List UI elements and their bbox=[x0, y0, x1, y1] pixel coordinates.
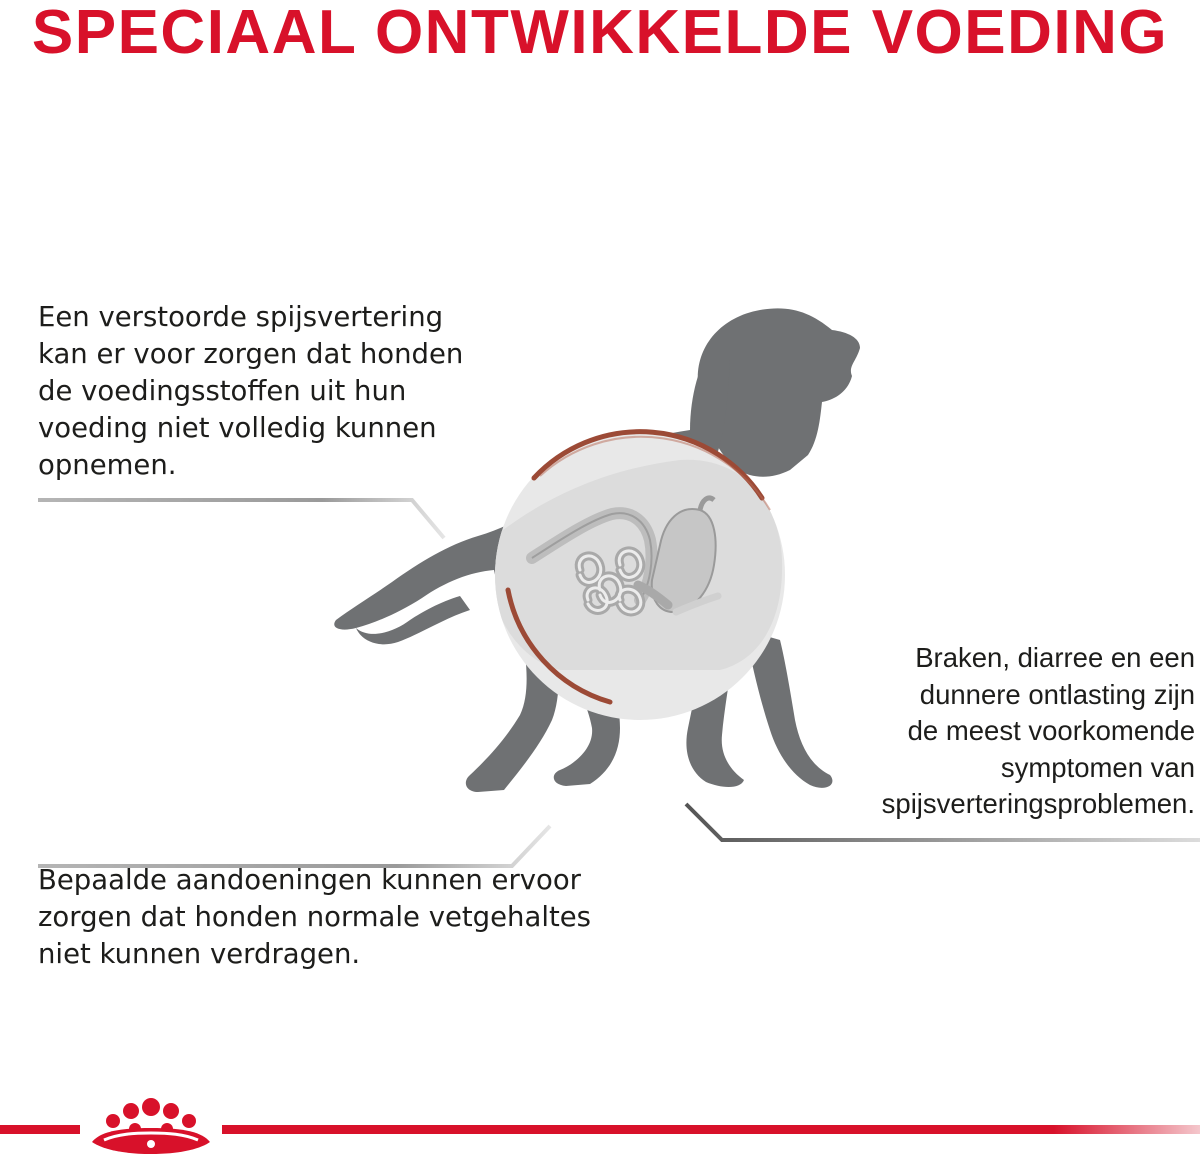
footer-bar-left bbox=[0, 1125, 80, 1134]
callout-line: kan er voor zorgen dat honden bbox=[38, 338, 464, 370]
callout-line: Een verstoorde spijsvertering bbox=[38, 301, 444, 333]
callout-line: zorgen dat honden normale vetgehaltes bbox=[38, 901, 592, 933]
callout-line: voeding niet volledig kunnen bbox=[38, 412, 437, 444]
footer bbox=[0, 1098, 1200, 1154]
callout-line: Braken, diarree en een bbox=[915, 642, 1195, 673]
callout-line: dunnere ontlasting zijn bbox=[919, 678, 1195, 710]
callout-line: spijsverteringsproblemen. bbox=[881, 788, 1195, 820]
callout-line: de voedingsstoffen uit hun bbox=[38, 375, 407, 407]
callout-line: opnemen. bbox=[38, 449, 177, 481]
page-title: SPECIAAL ONTWIKKELDE VOEDING bbox=[31, 0, 1169, 67]
callout-line: Bepaalde aandoeningen kunnen ervoor bbox=[38, 864, 581, 896]
callout-line: niet kunnen verdragen. bbox=[38, 938, 361, 970]
callout-line: de meest voorkomende bbox=[907, 715, 1195, 747]
crown-logo-icon bbox=[92, 1098, 210, 1154]
footer-bar-right bbox=[222, 1125, 1200, 1134]
callout-line: symptomen van bbox=[1000, 751, 1195, 783]
